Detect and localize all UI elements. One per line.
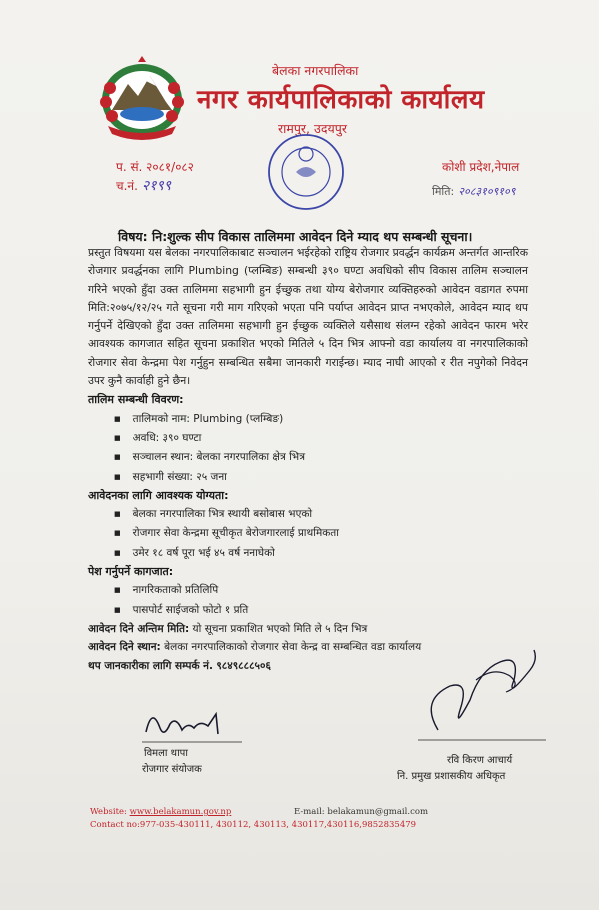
notice-subject: विषय: नि:शुल्क सीप विकास तालिममा आवेदन दिने म्याद थप सम्बन्धी सूचना। bbox=[118, 229, 473, 244]
contact-number: ९८४९८८८५०६ bbox=[216, 659, 271, 672]
eligibility-item: ■ रोजगार सेवा केन्द्रमा सूचीकृत बेरोजगारलाई प्राथमिकता bbox=[114, 524, 528, 543]
training-detail-item: ■ सहभागी संख्या: २५ जना bbox=[114, 468, 528, 487]
footer-website-email bbox=[90, 807, 428, 817]
left-signatory-title: रोजगार संयोजक bbox=[142, 764, 202, 775]
letter-date bbox=[432, 184, 515, 199]
notice-body bbox=[88, 244, 528, 675]
letter-reference-number: प. सं. २०८१/०८२ bbox=[116, 160, 194, 174]
eligibility-item: ■ उमेर १८ वर्ष पूरा भई ४५ वर्ष ननाघेको bbox=[114, 544, 528, 563]
email-label: E-mail: bbox=[294, 807, 325, 817]
right-signatory-name: रवि किरण आचार्य bbox=[447, 755, 513, 766]
dispatch-number bbox=[116, 176, 171, 195]
footer-contact-numbers: Contact no:977-035-430111, 430112, 430113, 430117,430116,9852835479 bbox=[90, 820, 417, 830]
eligibility-item: ■ बेलका नगरपालिका भित्र स्थायी बसोबास भएको bbox=[114, 505, 528, 524]
right-signature bbox=[410, 640, 550, 744]
venue-label: आवेदन दिने स्थान: bbox=[88, 641, 161, 654]
website-link[interactable]: www.belakamun.gov.np bbox=[129, 807, 232, 817]
training-detail-item: ■ तालिमको नाम: Plumbing (प्लम्बिङ) bbox=[114, 410, 528, 429]
body-paragraph: प्रस्तुत विषयमा यस बेलका नगरपालिकाबाट सञ्चालन भईरहेको राष्ट्रिय रोजगार प्रवर्द्धन कार्यक्रम अन्तर्गत आन्तरिक रोजगार प्रवर्द्धनका लागि Plumbing (प्लम्बिङ) सम्बन्धी ३९० घण्टा अवधिको सीप विकास तालिम सञ्चालन गरिने भएको हुँदा उक्त तालिममा सहभागी हुन ईच्छुक तथा योग्य बेरोजगार व्यक्तिहरुको आवेदन वडागत रुपमा मिति:२०७५/१२/२५ गते सूचना गरी माग गरिएको भएता पनि पर्याप्त आवेदन प्राप्त नभएकोले, आवेदन म्याद थप गर्नुपर्ने देखिएको हुँदा उक्त तालिममा सहभागी हुन ईच्छुक व्यक्तिले यसैसाथ संलग्न रहेको आवेदन फारम भरेर आवश्यक कागजात सहित सूचना प्रकाशित भएको मितिले ५ दिन भित्र आफ्नो वडा कार्यालय वा नगरपालिकाको रोजगार सेवा केन्द्रमा पेश गर्नुहुन सम्बन्धित सबैमा जानकारी गराईन्छ। म्याद नाघी आएको र रीत नपुगेको निवेदन उपर कुनै कार्वाही हुने छैन। bbox=[88, 246, 529, 388]
document-item: ■ पासपोर्ट साईजको फोटो १ प्रति bbox=[114, 601, 528, 620]
municipality-name: बेलका नगरपालिका bbox=[272, 63, 359, 78]
deadline-value: यो सूचना प्रकाशित भएको मिति ले ५ दिन भित्र bbox=[192, 622, 368, 635]
contact-label: थप जानकारीका लागि सम्पर्क नं. bbox=[88, 659, 213, 672]
office-location: रामपुर, उदयपुर bbox=[278, 121, 347, 136]
right-signatory-title: नि. प्रमुख प्रशासकीय अधिकृत bbox=[397, 771, 506, 782]
email-address[interactable]: belakamun@gmail.com bbox=[327, 807, 429, 817]
left-signature bbox=[138, 700, 248, 746]
date-label: मिति: bbox=[432, 185, 455, 198]
training-detail-item: ■ सञ्चालन स्थान: बेलका नगरपालिका क्षेत्र भित्र bbox=[114, 448, 528, 467]
training-detail-item: ■ अवधि: ३९० घण्टा bbox=[114, 429, 528, 448]
left-signatory-name: विमला थापा bbox=[144, 748, 188, 759]
venue-value: बेलका नगरपालिकाको रोजगार सेवा केन्द्र वा सम्बन्धित वडा कार्यालय bbox=[164, 641, 422, 654]
eligibility-heading: आवेदनका लागि आवश्यक योग्यता: bbox=[88, 488, 229, 502]
website-label: Website: bbox=[90, 807, 127, 817]
date-value: २०८३१०९१०९ bbox=[458, 185, 516, 198]
official-stamp bbox=[266, 132, 346, 212]
province-name: कोशी प्रदेश,नेपाल bbox=[442, 160, 520, 174]
office-title: नगर कार्यपालिकाको कार्यालय bbox=[197, 85, 485, 115]
deadline-line bbox=[88, 620, 528, 638]
nepal-emblem-logo bbox=[98, 56, 186, 140]
dispatch-number-value: २१९९ bbox=[141, 178, 172, 194]
documents-heading: पेश गर्नुपर्ने कागजात: bbox=[88, 565, 174, 579]
deadline-label: आवेदन दिने अन्तिम मिति: bbox=[88, 622, 190, 635]
training-details-heading: तालिम सम्बन्धी विवरण: bbox=[88, 393, 184, 407]
dispatch-number-label: च.नं. bbox=[116, 179, 138, 193]
document-item: ■ नागरिकताको प्रतिलिपि bbox=[114, 581, 528, 600]
